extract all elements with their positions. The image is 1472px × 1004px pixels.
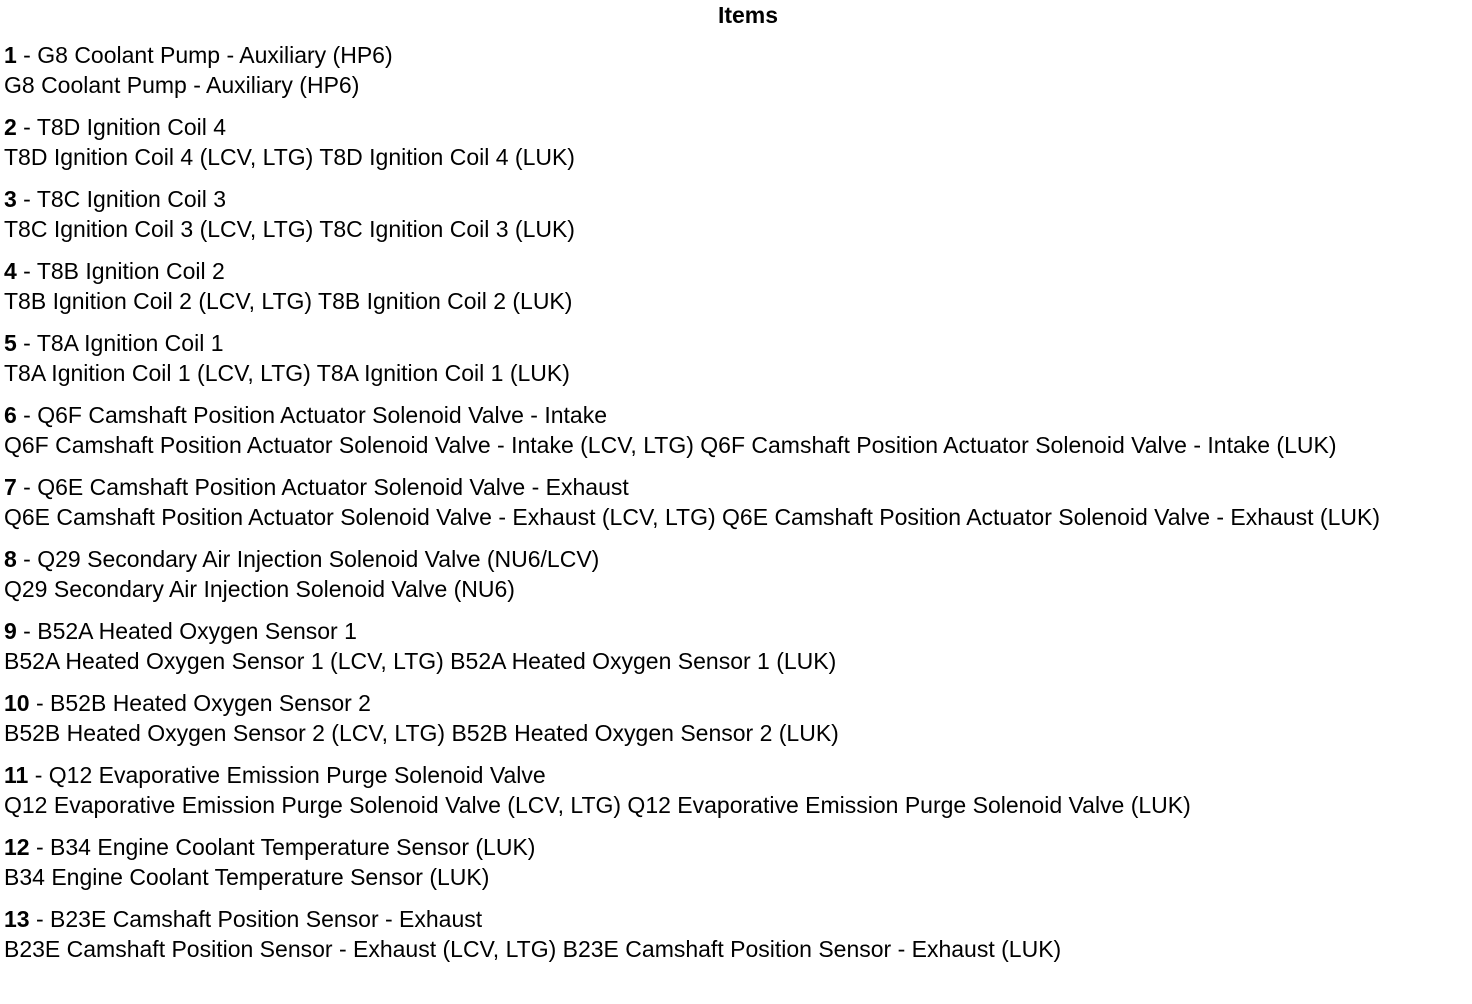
item-detail: T8B Ignition Coil 2 (LCV, LTG) T8B Ignition Coil 2 (LUK) xyxy=(4,288,573,314)
item-separator: - xyxy=(16,114,37,140)
item-heading: Q6F Camshaft Position Actuator Solenoid Valve - Intake xyxy=(37,402,608,428)
list-item xyxy=(4,544,1468,604)
list-item xyxy=(4,40,1468,100)
item-separator: - xyxy=(16,474,38,500)
item-detail: B34 Engine Coolant Temperature Sensor (LUK) xyxy=(4,864,490,890)
item-separator: - xyxy=(16,258,37,284)
item-detail: Q29 Secondary Air Injection Solenoid Valve (NU6) xyxy=(4,576,515,602)
item-heading-line xyxy=(4,832,1468,862)
item-number: 7 xyxy=(4,474,17,500)
item-heading: B34 Engine Coolant Temperature Sensor (LUK) xyxy=(50,834,536,860)
item-number: 11 xyxy=(4,762,29,788)
item-heading-line xyxy=(4,688,1468,718)
item-separator: - xyxy=(16,546,38,572)
item-heading-line xyxy=(4,40,1468,70)
item-separator: - xyxy=(29,834,51,860)
item-heading-line xyxy=(4,256,1468,286)
item-detail: T8A Ignition Coil 1 (LCV, LTG) T8A Ignition Coil 1 (LUK) xyxy=(4,360,570,386)
item-separator: - xyxy=(16,402,38,428)
item-heading: T8A Ignition Coil 1 xyxy=(36,330,224,356)
item-detail: B52A Heated Oxygen Sensor 1 (LCV, LTG) B52A Heated Oxygen Sensor 1 (LUK) xyxy=(4,648,837,674)
item-heading: G8 Coolant Pump - Auxiliary (HP6) xyxy=(37,42,393,68)
item-number: 3 xyxy=(4,186,17,212)
item-separator: - xyxy=(28,762,49,788)
item-heading: Q29 Secondary Air Injection Solenoid Valve (NU6/LCV) xyxy=(37,546,600,572)
item-separator: - xyxy=(16,186,37,212)
list-item xyxy=(4,400,1468,460)
item-detail: Q6F Camshaft Position Actuator Solenoid Valve - Intake (LCV, LTG) Q6F Camshaft Position Actuator Solenoid Valve - Intake (LUK) xyxy=(4,432,1337,458)
item-heading: T8B Ignition Coil 2 xyxy=(36,258,225,284)
item-separator: - xyxy=(16,618,38,644)
list-item xyxy=(4,832,1468,892)
item-heading-line xyxy=(4,328,1468,358)
item-number: 5 xyxy=(4,330,17,356)
item-detail: T8C Ignition Coil 3 (LCV, LTG) T8C Ignition Coil 3 (LUK) xyxy=(4,216,575,242)
item-heading-line xyxy=(4,616,1468,646)
item-number: 1 xyxy=(4,42,17,68)
item-number: 10 xyxy=(4,690,30,716)
item-number: 13 xyxy=(4,906,30,932)
item-number: 2 xyxy=(4,114,17,140)
item-separator: - xyxy=(29,906,51,932)
item-heading-line xyxy=(4,904,1468,934)
item-detail: T8D Ignition Coil 4 (LCV, LTG) T8D Ignition Coil 4 (LUK) xyxy=(4,144,575,170)
item-heading-line xyxy=(4,760,1468,790)
list-item xyxy=(4,184,1468,244)
item-heading-line xyxy=(4,184,1468,214)
item-heading-line xyxy=(4,472,1468,502)
list-item xyxy=(4,904,1468,964)
item-detail: G8 Coolant Pump - Auxiliary (HP6) xyxy=(4,72,360,98)
item-number: 6 xyxy=(4,402,17,428)
page-title: Items xyxy=(717,2,779,28)
item-number: 12 xyxy=(4,834,30,860)
list-item xyxy=(4,688,1468,748)
item-number: 9 xyxy=(4,618,17,644)
list-item xyxy=(4,472,1468,532)
item-heading: B52B Heated Oxygen Sensor 2 xyxy=(50,690,371,716)
item-heading: T8D Ignition Coil 4 xyxy=(36,114,227,140)
list-item xyxy=(4,256,1468,316)
item-heading: Q6E Camshaft Position Actuator Solenoid Valve - Exhaust xyxy=(37,474,629,500)
items-list xyxy=(4,40,1468,976)
item-detail: Q12 Evaporative Emission Purge Solenoid Valve (LCV, LTG) Q12 Evaporative Emission Purge Solenoid Valve (LUK) xyxy=(4,792,1191,818)
item-heading: B52A Heated Oxygen Sensor 1 xyxy=(37,618,357,644)
list-item xyxy=(4,760,1468,820)
list-item xyxy=(4,616,1468,676)
item-separator: - xyxy=(16,42,38,68)
item-detail: Q6E Camshaft Position Actuator Solenoid Valve - Exhaust (LCV, LTG) Q6E Camshaft Position Actuator Solenoid Valve - Exhaust (LUK) xyxy=(4,504,1380,530)
item-heading: T8C Ignition Coil 3 xyxy=(36,186,227,212)
item-heading: Q12 Evaporative Emission Purge Solenoid Valve xyxy=(48,762,546,788)
list-item xyxy=(4,328,1468,388)
item-number: 8 xyxy=(4,546,17,572)
item-detail: B52B Heated Oxygen Sensor 2 (LCV, LTG) B52B Heated Oxygen Sensor 2 (LUK) xyxy=(4,720,839,746)
item-heading-line xyxy=(4,544,1468,574)
item-separator: - xyxy=(16,330,37,356)
item-number: 4 xyxy=(4,258,17,284)
item-heading: B23E Camshaft Position Sensor - Exhaust xyxy=(50,906,483,932)
item-heading-line xyxy=(4,400,1468,430)
list-item xyxy=(4,112,1468,172)
item-heading-line xyxy=(4,112,1468,142)
item-detail: B23E Camshaft Position Sensor - Exhaust (LCV, LTG) B23E Camshaft Position Sensor - Exhaust (LUK) xyxy=(4,936,1062,962)
item-separator: - xyxy=(29,690,51,716)
